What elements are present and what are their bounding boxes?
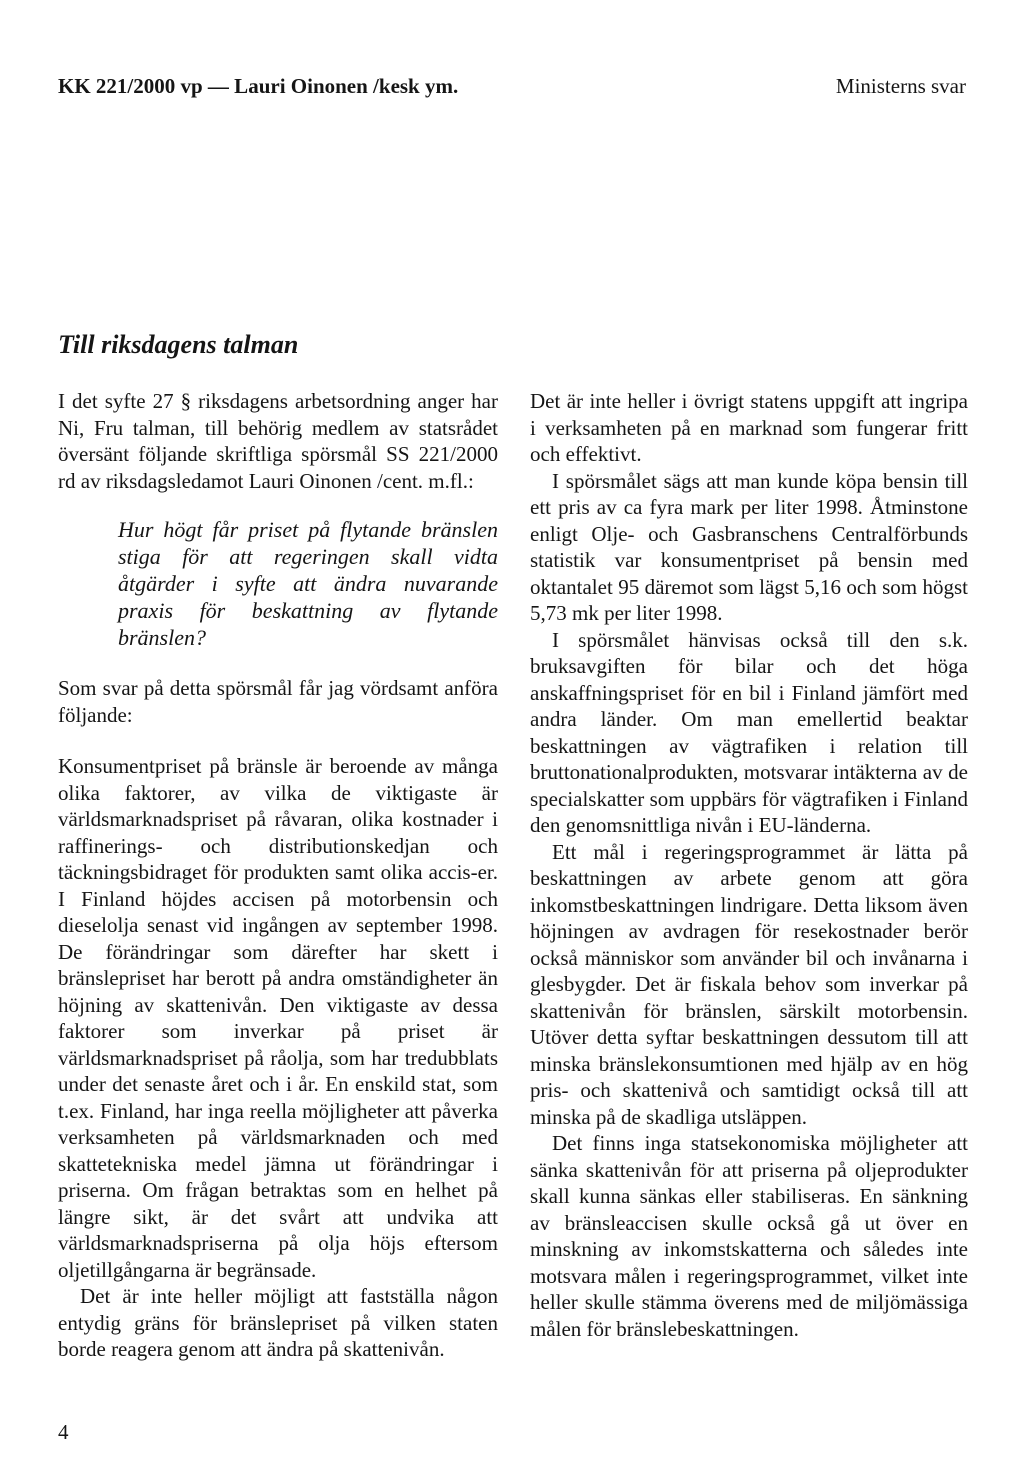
addressee-heading: Till riksdagens talman [58, 330, 299, 359]
body-paragraph: I spörsmålet sägs att man kunde köpa bensin till ett pris av ca fyra mark per liter 1998. Åtminstone enligt Olje- och Gasbranschens Centralförbunds statistik var konsumentpriset på bensin med oktantalet 95 däremot som lägst 5,16 och som högst 5,73 mk per liter 1998. [530, 468, 968, 625]
right-column [530, 388, 968, 1342]
body-paragraph: Det är inte heller möjligt att fastställa någon entydig gräns för bränslepriset på vilken staten borde reagera genom att ändra på skattenivån. [58, 1284, 498, 1361]
left-column [58, 388, 498, 1363]
question-quote: Hur högt får priset på flytande bränslen stiga för att regeringen skall vidta åtgärder i syfte att ändra nuvarande praxis för beskattning av flytande bränslen? [118, 517, 498, 650]
body-paragraph: Konsumentpriset på bränsle är beroende av många olika faktorer, av vilka de viktigaste är världsmarknadspriset på råvaran, olika kostnader i raffinerings- och distributionskedjan och täckningsbidraget för produkten samt olika accis-er. I Finland höjdes accisen på motorbensin och dieselolja senast vid ingången av september 1998. De förändringar som därefter har skett i bränslepriset har berott på andra omständigheter än höjning av skattenivån. Den viktigaste av dessa faktorer som inverkar på priset är världsmarknadspriset på råolja, som har tredubblats under det senaste året och i år. En enskild stat, som t.ex. Finland, har inga reella möjligheter att påverka verksamheten på världsmarknaden och med skattetekniska medel jämna ut förändringar i priserna. Om frågan betraktas som en helhet på längre sikt, är det svårt att undvika att världsmarknadspriserna på olja höjs eftersom oljetillgångarna är begränsade. [58, 754, 498, 1282]
running-header-left: KK 221/2000 vp — Lauri Oinonen /kesk ym. [58, 74, 459, 98]
intro-paragraph: I det syfte 27 § riksdagens arbetsordning anger har Ni, Fru talman, till behörig medlem av statsrådet översänt följande skriftliga spörsmål SS 221/2000 rd av riksdagsledamot Lauri Oinonen /cent. m.fl.: [58, 389, 498, 493]
body-paragraph: I spörsmålet hänvisas också till den s.k. bruksavgiften för bilar och det höga anskaffningspriset för en bil i Finland jämfört med andra länder. Om man emellertid beaktar beskattningen av vägtrafiken i relation till bruttonationalprodukten, motsvarar intäkterna av de specialskatter som uppbärs för vägtrafiken i Finland den genomsnittliga nivån i EU-länderna. [530, 627, 968, 837]
body-paragraph: Det är inte heller i övrigt statens uppgift att ingripa i verksamheten på en marknad som fungerar fritt och effektivt. [530, 389, 968, 466]
body-paragraph: Ett mål i regeringsprogrammet är lätta på beskattningen av arbete genom att göra inkomstbeskattningen lindrigare. Detta liksom även höjningen av avdragen för resekostnader berör också människor som använder bil och invånarna i glesbygder. Det är fiskala behov som inverkar på skattenivån för bränslen, särskilt motorbensin. Utöver detta syftar beskattningen dessutom till att minska bränslekonsumtionen med hjälp av en hög pris- och skattenivå och samtidigt också till att minska på de skadliga utsläppen. [530, 839, 968, 1129]
page-number: 4 [58, 1420, 69, 1444]
body-paragraph: Det finns inga statsekonomiska möjligheter att sänka skattenivån för att priserna på oljeprodukter skall kunna sänkas eller stabiliseras. En sänkning av bränsleaccisen skulle också gå ut över en minskning av inkomstskatterna och således inte motsvara målen i regeringsprogrammet, vilket inte heller skulle stämma överens med de miljömässiga målen för bränslebeskattningen. [530, 1131, 968, 1341]
answer-intro: Som svar på detta spörsmål får jag vördsamt anföra följande: [58, 676, 498, 727]
running-header-right: Ministerns svar [835, 74, 966, 98]
